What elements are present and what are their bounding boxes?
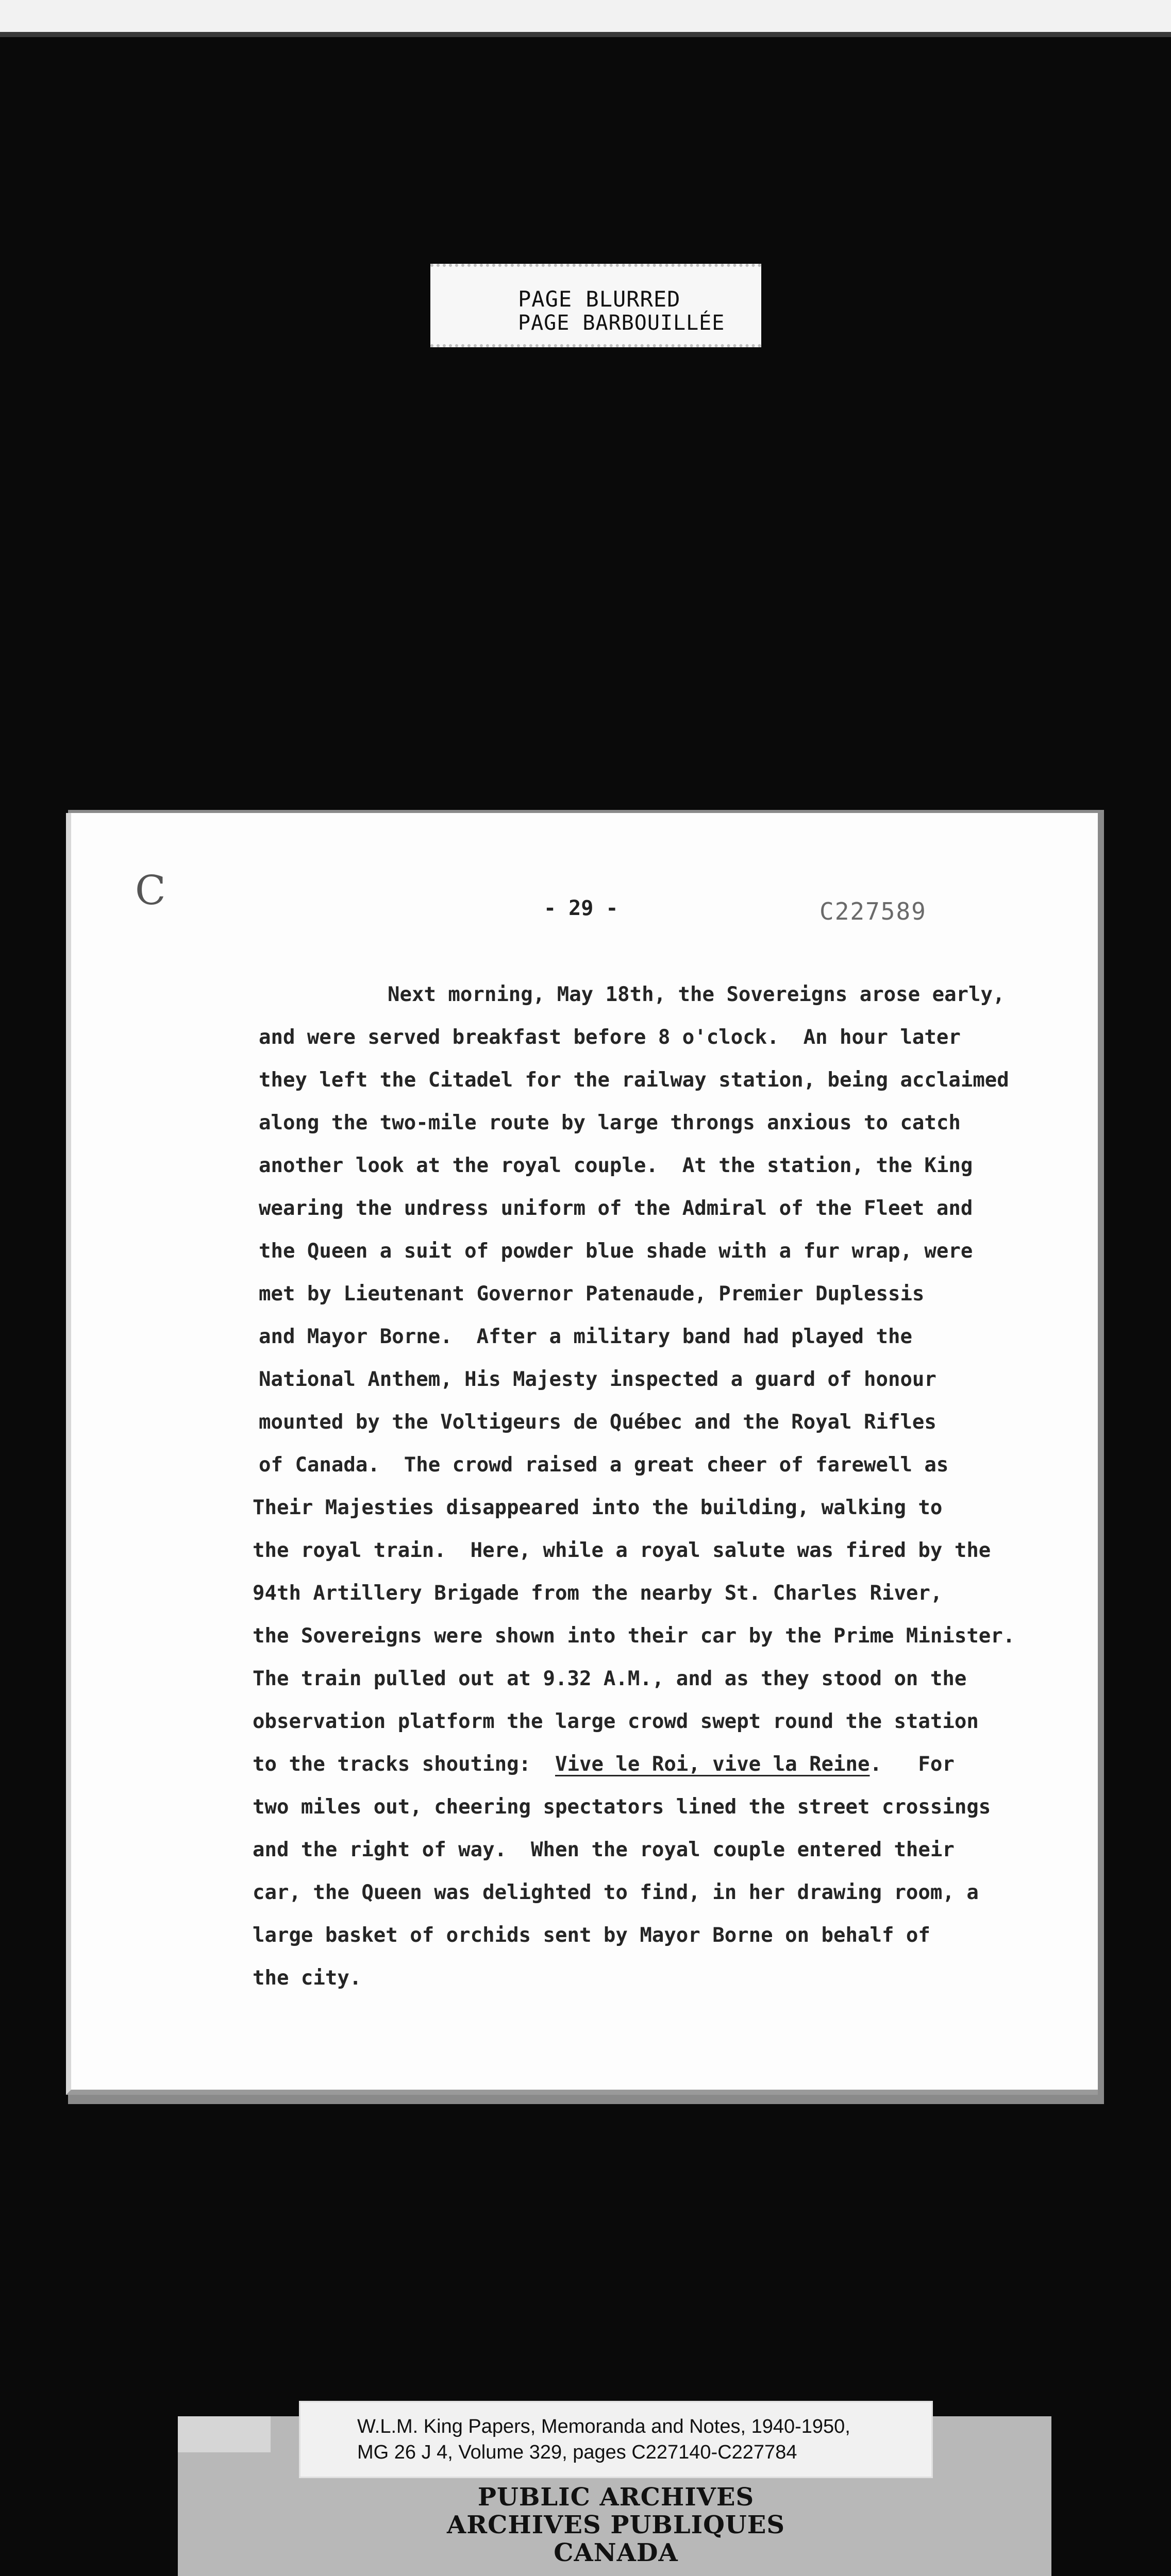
text-line: National Anthem, His Majesty inspected a guard of honour bbox=[259, 1368, 936, 1391]
text-line: they left the Citadel for the railway station, being acclaimed bbox=[259, 1069, 1009, 1092]
text-line: 94th Artillery Brigade from the nearby St. Charles River, bbox=[253, 1582, 943, 1605]
text-line: mounted by the Voltigeurs de Québec and the Royal Rifles bbox=[259, 1411, 936, 1434]
text-line: large basket of orchids sent by Mayor Borne on behalf of bbox=[253, 1924, 930, 1947]
citation-line-2: MG 26 J 4, Volume 329, pages C227140-C227784 bbox=[357, 2442, 797, 2463]
text-line: met by Lieutenant Governor Patenaude, Premier Duplessis bbox=[259, 1282, 925, 1306]
public-archives-stamp bbox=[299, 2483, 933, 2576]
text-line: another look at the royal couple. At the station, the King bbox=[259, 1154, 973, 1177]
citation-line-1: W.L.M. King Papers, Memoranda and Notes, 1940-1950, bbox=[357, 2416, 850, 2437]
text-line: and Mayor Borne. After a military band had played the bbox=[259, 1325, 912, 1348]
text-line: two miles out, cheering spectators lined the street crossings bbox=[253, 1795, 991, 1819]
film-top-edge bbox=[0, 0, 1171, 35]
text-line: the city. bbox=[253, 1967, 362, 1990]
text-line: the Queen a suit of powder blue shade with a fur wrap, were bbox=[259, 1240, 973, 1263]
blurred-label-english: PAGE BLURRED bbox=[518, 286, 681, 312]
text-line-with-quote bbox=[253, 1753, 955, 1776]
text-line: The train pulled out at 9.32 A.M., and as they stood on the bbox=[253, 1667, 967, 1690]
text-line: observation platform the large crowd swept round the station bbox=[253, 1710, 979, 1733]
text-line: and the right of way. When the royal couple entered their bbox=[253, 1838, 955, 1861]
archives-line-country: CANADA bbox=[554, 2538, 678, 2567]
text-segment: to the tracks shouting: bbox=[253, 1753, 555, 1776]
archives-line-french: ARCHIVES PUBLIQUES bbox=[447, 2511, 785, 2539]
archives-line-english: PUBLIC ARCHIVES bbox=[477, 2483, 755, 2512]
text-segment: . For bbox=[869, 1753, 955, 1776]
blurred-label-french: PAGE BARBOUILLÉE bbox=[518, 311, 725, 335]
film-top-border bbox=[0, 32, 1171, 37]
text-line: the Sovereigns were shown into their car by the Prime Minister. bbox=[253, 1624, 1015, 1648]
citation-label bbox=[299, 2401, 933, 2478]
text-line: of Canada. The crowd raised a great cheer of farewell as bbox=[259, 1453, 949, 1477]
text-line: car, the Queen was delighted to find, in her drawing room, a bbox=[253, 1881, 979, 1904]
page-corner-mark: C bbox=[135, 868, 166, 914]
page-number: - 29 - bbox=[544, 896, 618, 920]
text-line: and were served breakfast before 8 o'clock. An hour later bbox=[259, 1026, 961, 1049]
underlined-quote: Vive le Roi, vive la Reine bbox=[555, 1753, 870, 1776]
text-line: Their Majesties disappeared into the building, walking to bbox=[253, 1496, 943, 1519]
text-line: along the two-mile route by large throngs anxious to catch bbox=[259, 1111, 961, 1134]
document-number-stamp: C227589 bbox=[819, 897, 927, 925]
text-line: Next morning, May 18th, the Sovereigns arose early, bbox=[388, 983, 1005, 1006]
text-line: wearing the undress uniform of the Admiral of the Fleet and bbox=[259, 1197, 973, 1220]
text-line: the royal train. Here, while a royal salute was fired by the bbox=[253, 1539, 991, 1562]
page-blurred-label bbox=[430, 264, 761, 347]
archive-card-tab bbox=[178, 2416, 271, 2452]
